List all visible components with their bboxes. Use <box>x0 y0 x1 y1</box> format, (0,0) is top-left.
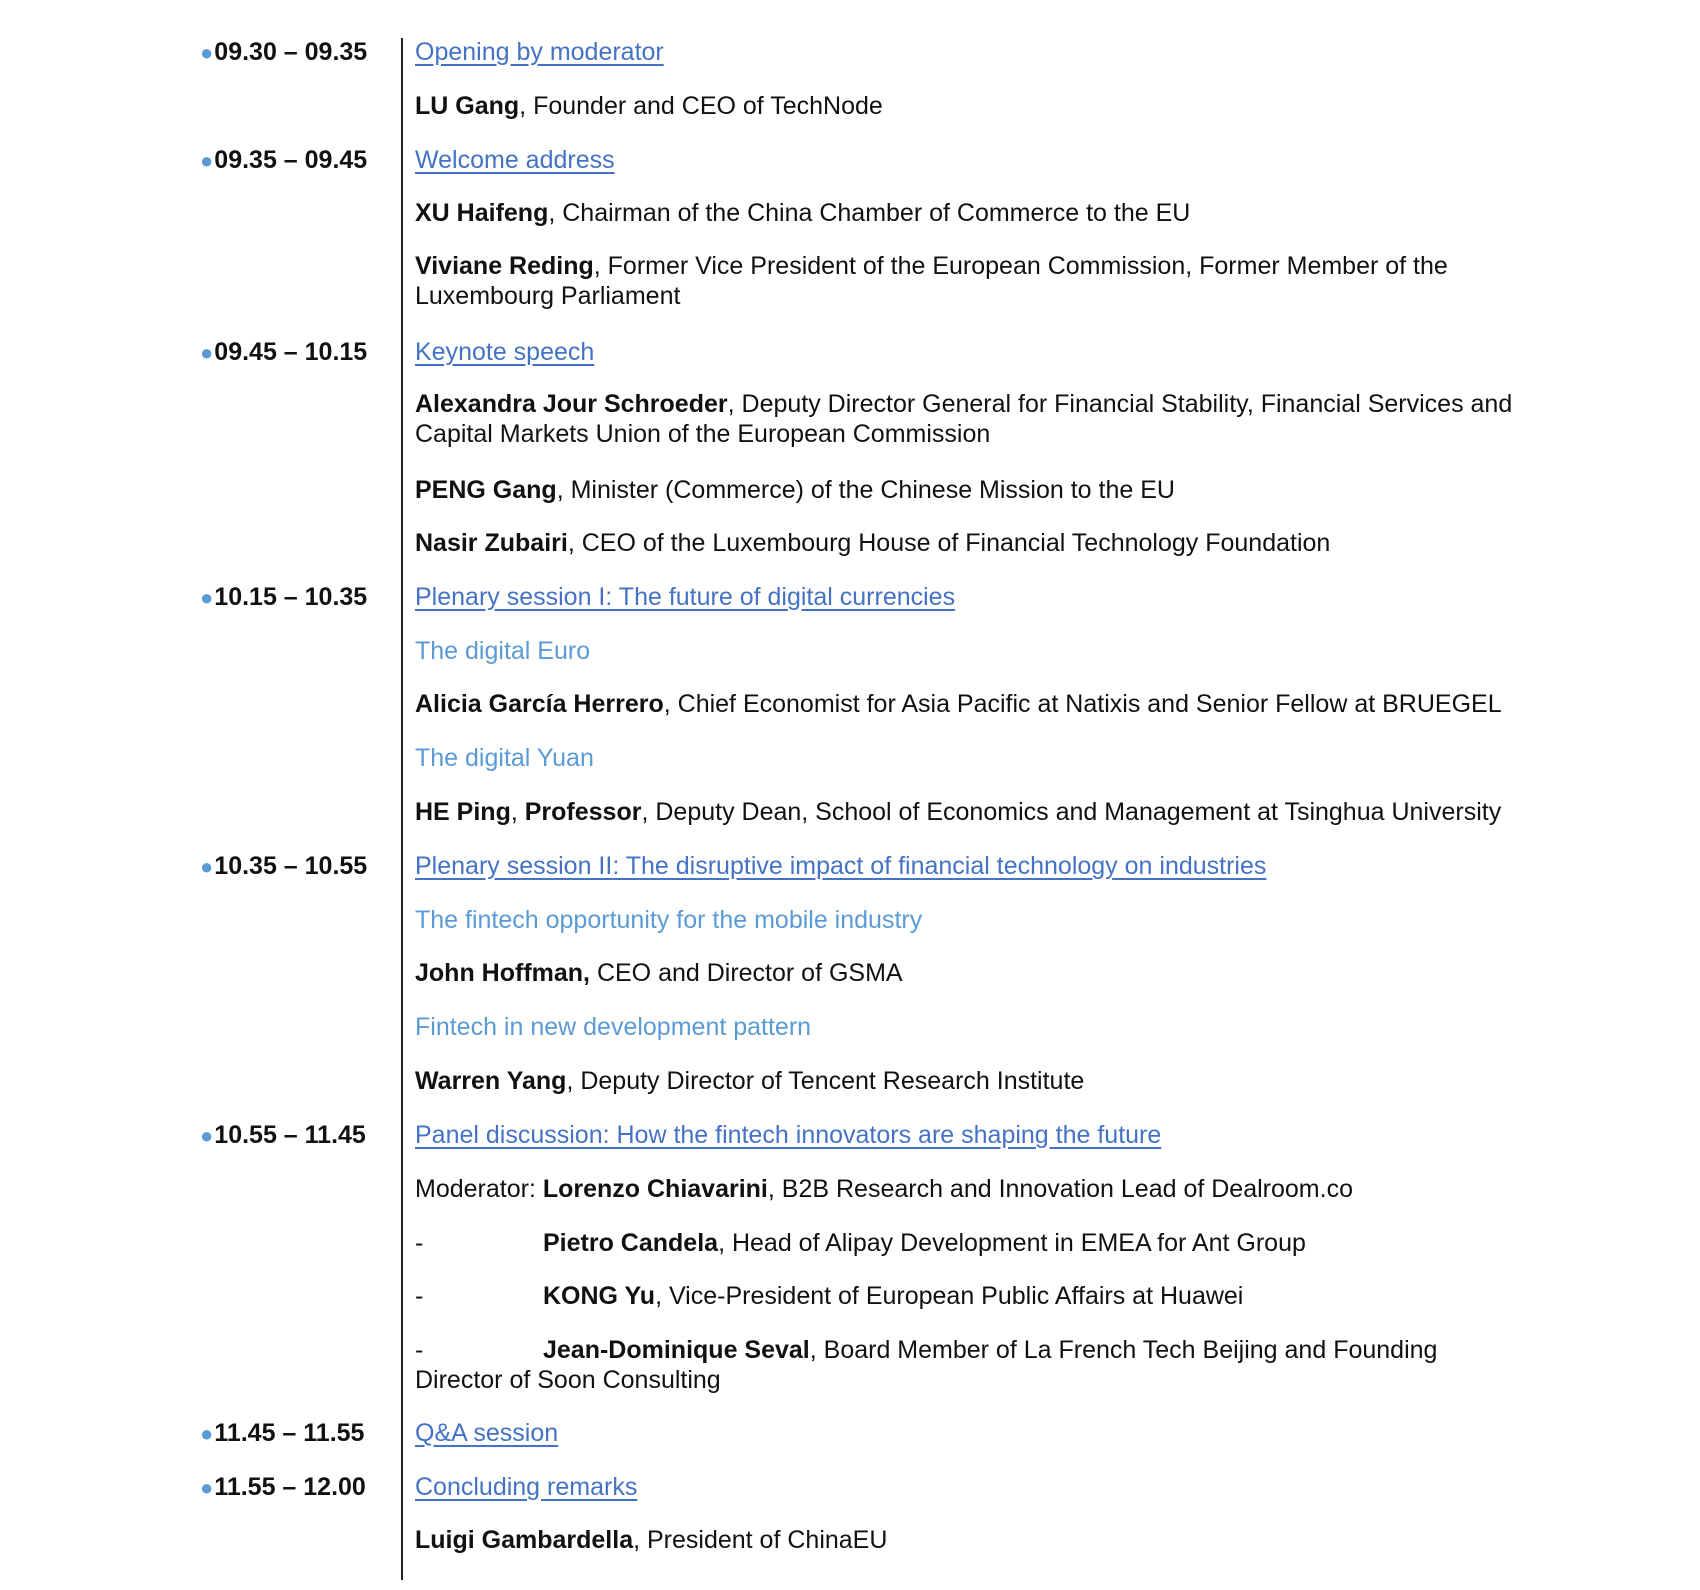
speaker-role: , Former Vice President of the European Commission, Former Member of the Luxembourg Parliament <box>415 252 1448 310</box>
time-label: 10.15 – 10.35 <box>214 583 368 611</box>
subtopic-title: The digital Yuan <box>415 744 594 772</box>
speaker-role: , B2B Research and Innovation Lead of Dealroom.co <box>767 1175 1353 1203</box>
speaker-line <box>415 389 1525 449</box>
speaker-name: Nasir Zubairi <box>415 529 568 557</box>
speaker-name: HE Ping <box>415 798 511 826</box>
time-slot <box>200 337 367 368</box>
speaker-line <box>415 528 1525 558</box>
speaker-name: Jean-Dominique Seval <box>543 1336 810 1364</box>
time-slot <box>200 851 367 882</box>
list-dash: - <box>415 1229 424 1257</box>
speaker-line: HE Ping, Professor, Deputy Dean, School of Economics and Management at Tsinghua University <box>415 798 1502 826</box>
time-slot <box>200 1472 366 1503</box>
speaker-line <box>415 198 1525 228</box>
panelist-line <box>415 1335 1525 1395</box>
speaker-role: , Founder and CEO of TechNode <box>519 92 883 120</box>
speaker-name: KONG Yu <box>543 1282 656 1310</box>
subtopic-title: The digital Euro <box>415 637 591 665</box>
speaker-name: XU Haifeng <box>415 199 549 227</box>
speaker-role: , President of ChinaEU <box>633 1526 888 1554</box>
speaker-line <box>415 689 1525 719</box>
time-slot <box>200 37 367 68</box>
speaker-line <box>415 251 1525 311</box>
bullet-icon: ● <box>200 1421 214 1446</box>
speaker-name: Lorenzo Chiavarini <box>542 1175 768 1203</box>
speaker-name: LU Gang <box>415 92 520 120</box>
time-label: 11.45 – 11.55 <box>214 1419 365 1447</box>
bullet-icon: ● <box>200 148 214 173</box>
session-title-link[interactable]: Plenary session I: The future of digital currencies <box>415 583 956 611</box>
time-slot <box>200 1120 366 1151</box>
time-label: 11.55 – 12.00 <box>214 1473 366 1501</box>
speaker-line <box>415 1066 1525 1096</box>
speaker-role: , Chairman of the China Chamber of Commerce to the EU <box>548 199 1191 227</box>
list-dash: - <box>415 1282 424 1310</box>
speaker-role: , Board Member of La French Tech Beijing and Founding Director of Soon Consulting <box>415 1336 1438 1394</box>
speaker-role: , Head of Alipay Development in EMEA for Ant Group <box>718 1229 1306 1257</box>
speaker-role: , Chief Economist for Asia Pacific at Natixis and Senior Fellow at BRUEGEL <box>663 690 1502 718</box>
speaker-role: , Minister (Commerce) of the Chinese Mission to the EU <box>556 476 1175 504</box>
session-title-link[interactable]: Q&A session <box>415 1419 559 1447</box>
speaker-name: Viviane Reding <box>415 252 594 280</box>
speaker-line <box>415 1525 1525 1555</box>
panelist-line <box>415 1281 1525 1311</box>
speaker-title: Professor <box>524 798 642 826</box>
bullet-icon: ● <box>200 40 214 65</box>
time-label: 09.30 – 09.35 <box>214 38 368 66</box>
time-label: 10.35 – 10.55 <box>214 852 368 880</box>
speaker-name: Alexandra Jour Schroeder <box>415 390 728 418</box>
speaker-name: Alicia García Herrero <box>415 690 664 718</box>
bullet-icon: ● <box>200 1123 214 1148</box>
session-title-link[interactable]: Keynote speech <box>415 338 595 366</box>
speaker-line <box>415 475 1525 505</box>
time-slot <box>200 582 367 613</box>
speaker-line <box>415 91 1525 121</box>
speaker-name: Pietro Candela <box>543 1229 719 1257</box>
session-title-link[interactable]: Panel discussion: How the fintech innovators are shaping the future <box>415 1121 1162 1149</box>
speaker-name: PENG Gang <box>415 476 557 504</box>
speaker-role: , CEO of the Luxembourg House of Financial Technology Foundation <box>567 529 1331 557</box>
time-label: 10.55 – 11.45 <box>214 1121 366 1149</box>
session-title-link[interactable]: Concluding remarks <box>415 1473 638 1501</box>
speaker-line <box>415 958 1525 988</box>
moderator-line <box>415 1174 1525 1204</box>
speaker-role: , Vice-President of European Public Affairs at Huawei <box>655 1282 1244 1310</box>
speaker-role: , Deputy Director of Tencent Research Institute <box>566 1067 1085 1095</box>
speaker-role: , Deputy Dean, School of Economics and Management at Tsinghua University <box>641 798 1502 826</box>
session-title-link[interactable]: Plenary session II: The disruptive impact of financial technology on industries <box>415 852 1267 880</box>
bullet-icon: ● <box>200 1475 214 1500</box>
subtopic-title: Fintech in new development pattern <box>415 1013 812 1041</box>
session-title-link[interactable]: Opening by moderator <box>415 38 664 66</box>
bullet-icon: ● <box>200 340 214 365</box>
speaker-name: Luigi Gambardella <box>415 1526 634 1554</box>
speaker-role: CEO and Director of GSMA <box>590 959 903 987</box>
speaker-role: , Deputy Director General for Financial Stability, Financial Services and Capital Markets Union of the European Commission <box>415 390 1513 448</box>
speaker-name: Warren Yang <box>415 1067 567 1095</box>
panelist-line <box>415 1228 1525 1258</box>
list-dash: - <box>415 1336 424 1364</box>
bullet-icon: ● <box>200 585 214 610</box>
time-slot <box>200 145 367 176</box>
bullet-icon: ● <box>200 854 214 879</box>
time-label: 09.35 – 09.45 <box>214 146 368 174</box>
subtopic-title: The fintech opportunity for the mobile industry <box>415 906 923 934</box>
moderator-label: Moderator: <box>415 1175 543 1203</box>
time-slot <box>200 1418 364 1449</box>
speaker-name: John Hoffman, <box>415 959 590 987</box>
time-label: 09.45 – 10.15 <box>214 338 368 366</box>
session-title-link[interactable]: Welcome address <box>415 146 615 174</box>
timeline-divider <box>401 38 403 1580</box>
